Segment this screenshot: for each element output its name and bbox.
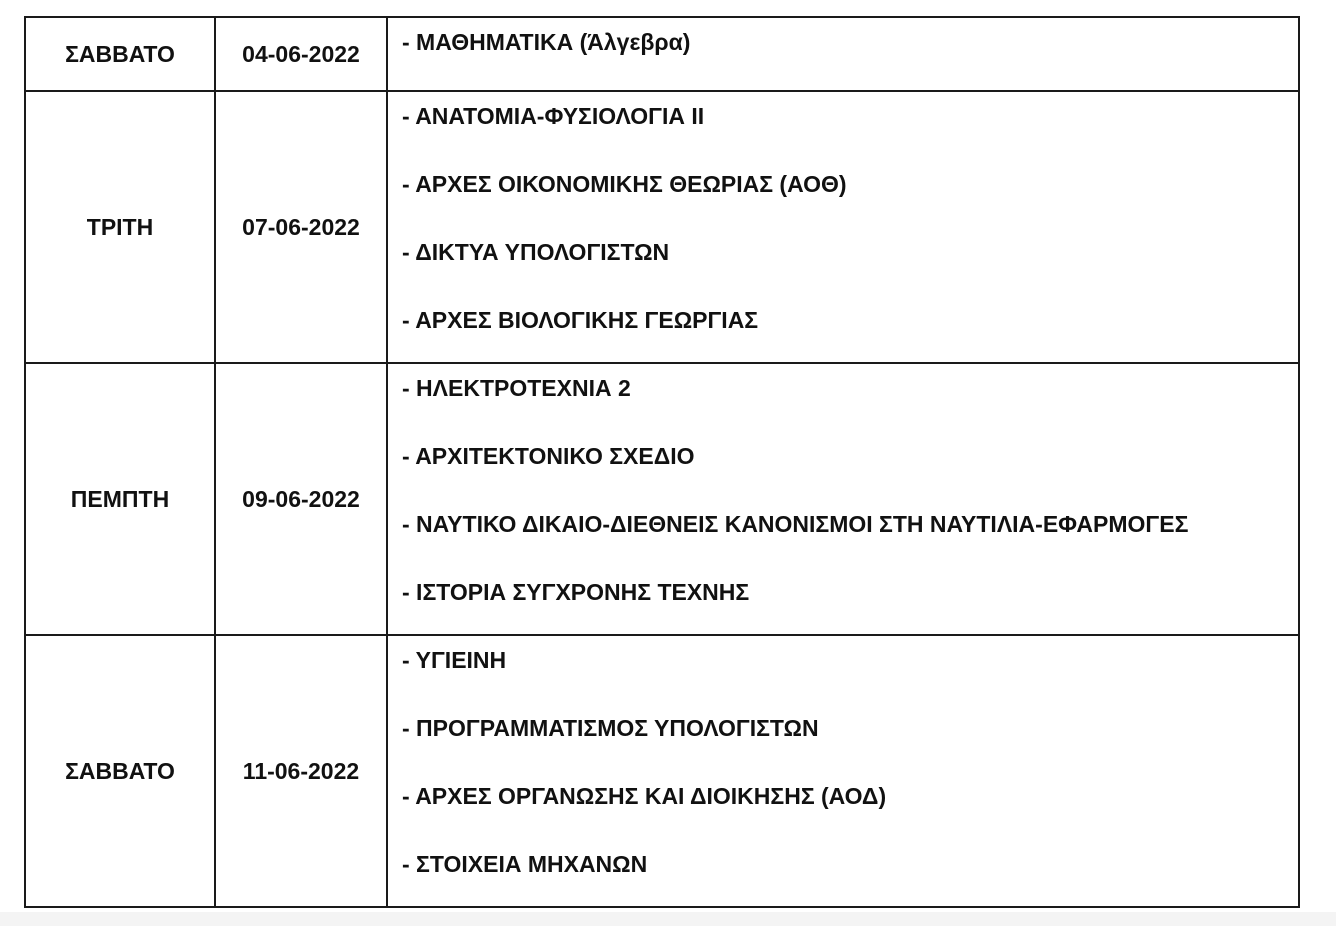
subject-item: - ΙΣΤΟΡΙΑ ΣΥΓΧΡΟΝΗΣ ΤΕΧΝΗΣ [402,579,750,605]
day-cell: ΠΕΜΠΤΗ [25,363,215,635]
subject-item: - ΑΡΧΙΤΕΚΤΟΝΙΚΟ ΣΧΕΔΙΟ [402,443,695,469]
subject-item: - ΠΡΟΓΡΑΜΜΑΤΙΣΜΟΣ ΥΠΟΛΟΓΙΣΤΩΝ [402,715,819,741]
subject-item: - ΑΡΧΕΣ ΟΡΓΑΝΩΣΗΣ ΚΑΙ ΔΙΟΙΚΗΣΗΣ (ΑΟΔ) [402,783,887,809]
subject-list [402,374,1298,628]
subjects-cell [387,363,1299,635]
subject-item: - ΝΑΥΤΙΚΟ ΔΙΚΑΙΟ-ΔΙΕΘΝΕΙΣ ΚΑΝΟΝΙΣΜΟΙ ΣΤΗ ΝΑΥΤΙΛΙΑ-ΕΦΑΡΜΟΓΕΣ [402,511,1189,537]
subject-item: - ΣΤΟΙΧΕΙΑ ΜΗΧΑΝΩΝ [402,851,648,877]
table-row [25,91,1299,363]
date-cell: 11-06-2022 [215,635,387,907]
exam-schedule-sheet [24,16,1300,908]
table-row [25,635,1299,907]
subjects-cell [387,17,1299,91]
date-cell: 09-06-2022 [215,363,387,635]
date-cell: 04-06-2022 [215,17,387,91]
day-cell: ΣΑΒΒΑΤΟ [25,635,215,907]
subject-item: - ΑΡΧΕΣ ΒΙΟΛΟΓΙΚΗΣ ΓΕΩΡΓΙΑΣ [402,307,759,333]
day-cell: ΤΡΙΤΗ [25,91,215,363]
subject-item: - ΑΡΧΕΣ ΟΙΚΟΝΟΜΙΚΗΣ ΘΕΩΡΙΑΣ (ΑΟΘ) [402,171,847,197]
day-cell: ΣΑΒΒΑΤΟ [25,17,215,91]
page-bottom-edge [0,912,1336,926]
subject-list [402,28,1298,56]
subjects-cell [387,91,1299,363]
table-row [25,363,1299,635]
subject-item: - ΜΑΘΗΜΑΤΙΚΑ (Άλγεβρα) [402,29,691,55]
date-cell: 07-06-2022 [215,91,387,363]
subjects-cell [387,635,1299,907]
subject-list [402,102,1298,356]
subject-item: - ΥΓΙΕΙΝΗ [402,647,507,673]
table-row [25,17,1299,91]
subject-item: - ΔΙΚΤΥΑ ΥΠΟΛΟΓΙΣΤΩΝ [402,239,670,265]
subject-list [402,646,1298,900]
subject-item: - ΑΝΑΤΟΜΙΑ-ΦΥΣΙΟΛΟΓΙΑ ΙΙ [402,103,705,129]
subject-item: - ΗΛΕΚΤΡΟΤΕΧΝΙΑ 2 [402,375,631,401]
exam-schedule-table [24,16,1300,908]
